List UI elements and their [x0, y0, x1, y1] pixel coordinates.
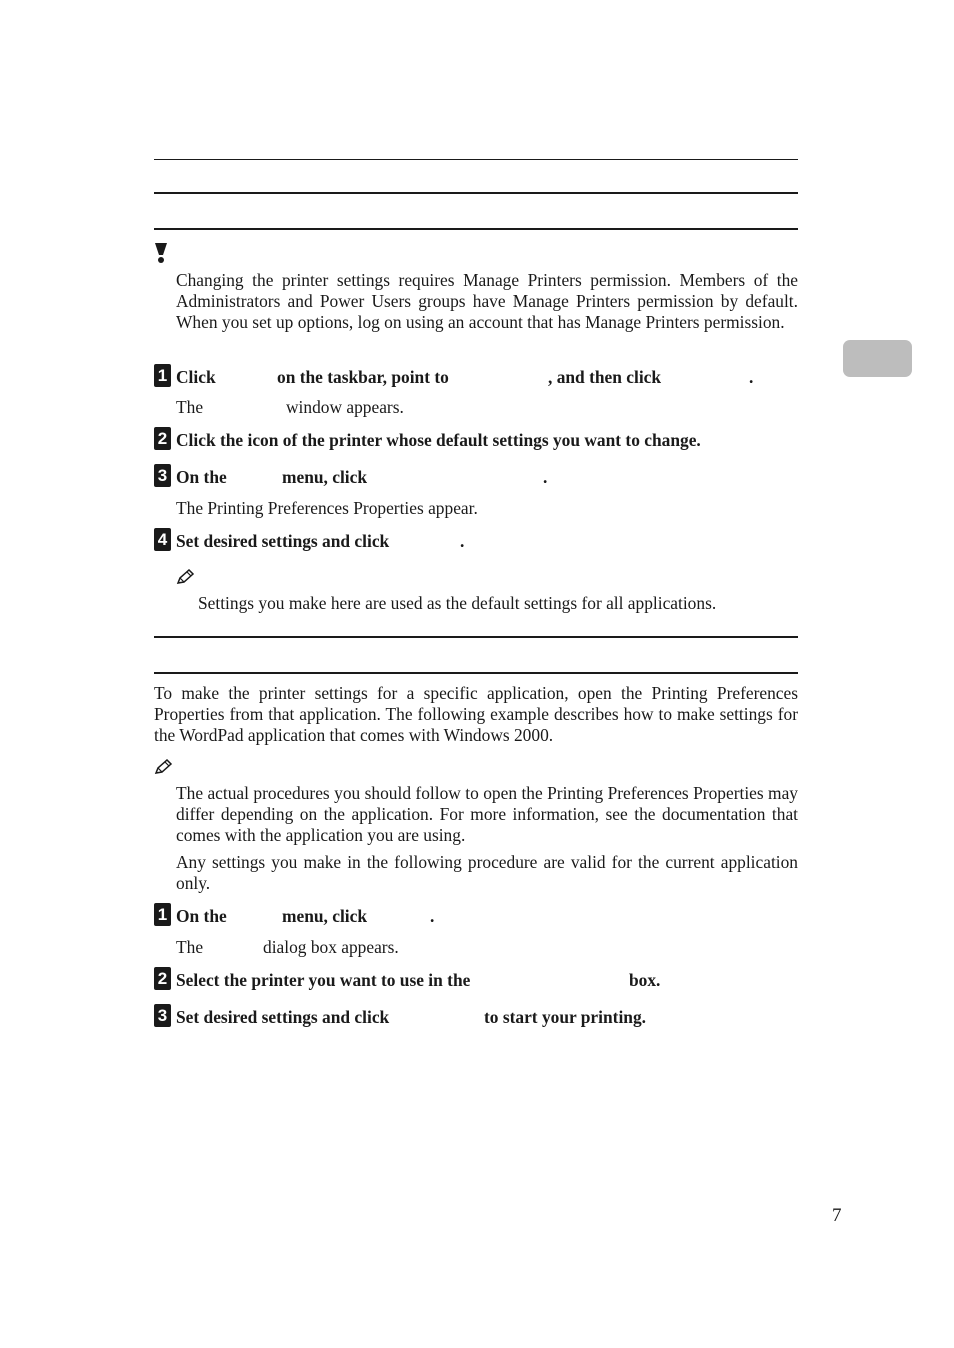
- app-step-3: [154, 1004, 798, 1027]
- default-step-4: [154, 528, 798, 551]
- step-number: 2: [154, 967, 171, 990]
- step-text: .: [460, 531, 465, 551]
- step-text: to start your printing.: [484, 1007, 646, 1027]
- app-step-1: [154, 903, 798, 926]
- app-intro-text: To make the printer settings for a specific application, open the Printing Preferences Properties from that application. The following example describes how to make settings for the WordPad application that comes with Windows 2000.: [154, 683, 798, 745]
- step-sub-text: window appears.: [286, 397, 404, 417]
- section-rule-1: [154, 192, 798, 194]
- note-pencil-icon: [154, 759, 174, 775]
- step-number: 3: [154, 1004, 171, 1027]
- default-step-3: [154, 464, 798, 487]
- step-text: Select the printer you want to use in the: [176, 970, 471, 990]
- step-sub-text: The: [176, 937, 204, 957]
- app-step-2: [154, 967, 798, 990]
- section-rule-3: [154, 636, 798, 638]
- step-sub-text: The: [176, 397, 204, 417]
- step-sub-text: The Printing Preferences Properties appear.: [176, 498, 478, 518]
- note-pencil-icon: [176, 569, 196, 585]
- default-step-1: [154, 364, 798, 387]
- step-text: .: [749, 367, 754, 387]
- step-text: on the taskbar, point to: [277, 367, 449, 387]
- step-number: 1: [154, 903, 171, 926]
- section-rule-2: [154, 228, 798, 230]
- step-text: .: [543, 467, 548, 487]
- app-note-1: The actual procedures you should follow to open the Printing Preferences Properties may differ depending on the application. For more information, see the documentation that comes with the application you are using.: [176, 783, 798, 845]
- section-rule-4: [154, 672, 798, 674]
- important-icon: [153, 242, 169, 264]
- step-text: Click: [176, 367, 216, 387]
- chapter-tab: [843, 340, 912, 377]
- step-text: Set desired settings and click: [176, 1007, 390, 1027]
- step-number: 4: [154, 528, 171, 551]
- page-number: 7: [832, 1205, 842, 1226]
- step-text: menu, click: [282, 467, 368, 487]
- step-text: , and then click: [548, 367, 662, 387]
- step-text: .: [430, 906, 435, 926]
- step-text: On the: [176, 467, 227, 487]
- important-text: Changing the printer settings requires Manage Printers permission. Members of the Administrators and Power Users groups have Manage Printers permission by default. When you set up options, log on using an account that has Manage Printers permission.: [176, 270, 798, 332]
- step-text: Set desired settings and click: [176, 531, 390, 551]
- step-sub-text: dialog box appears.: [263, 937, 399, 957]
- step-text: On the: [176, 906, 227, 926]
- step-text: menu, click: [282, 906, 368, 926]
- step-text: Click the icon of the printer whose default settings you want to change.: [176, 430, 701, 450]
- step-text: box.: [629, 970, 661, 990]
- default-step-2: [154, 427, 798, 450]
- top-rule: [154, 159, 798, 160]
- step-number: 2: [154, 427, 171, 450]
- step-number: 3: [154, 464, 171, 487]
- default-note-text: Settings you make here are used as the default settings for all applications.: [198, 593, 717, 613]
- app-note-2: Any settings you make in the following procedure are valid for the current application only.: [176, 852, 798, 893]
- step-number: 1: [154, 364, 171, 387]
